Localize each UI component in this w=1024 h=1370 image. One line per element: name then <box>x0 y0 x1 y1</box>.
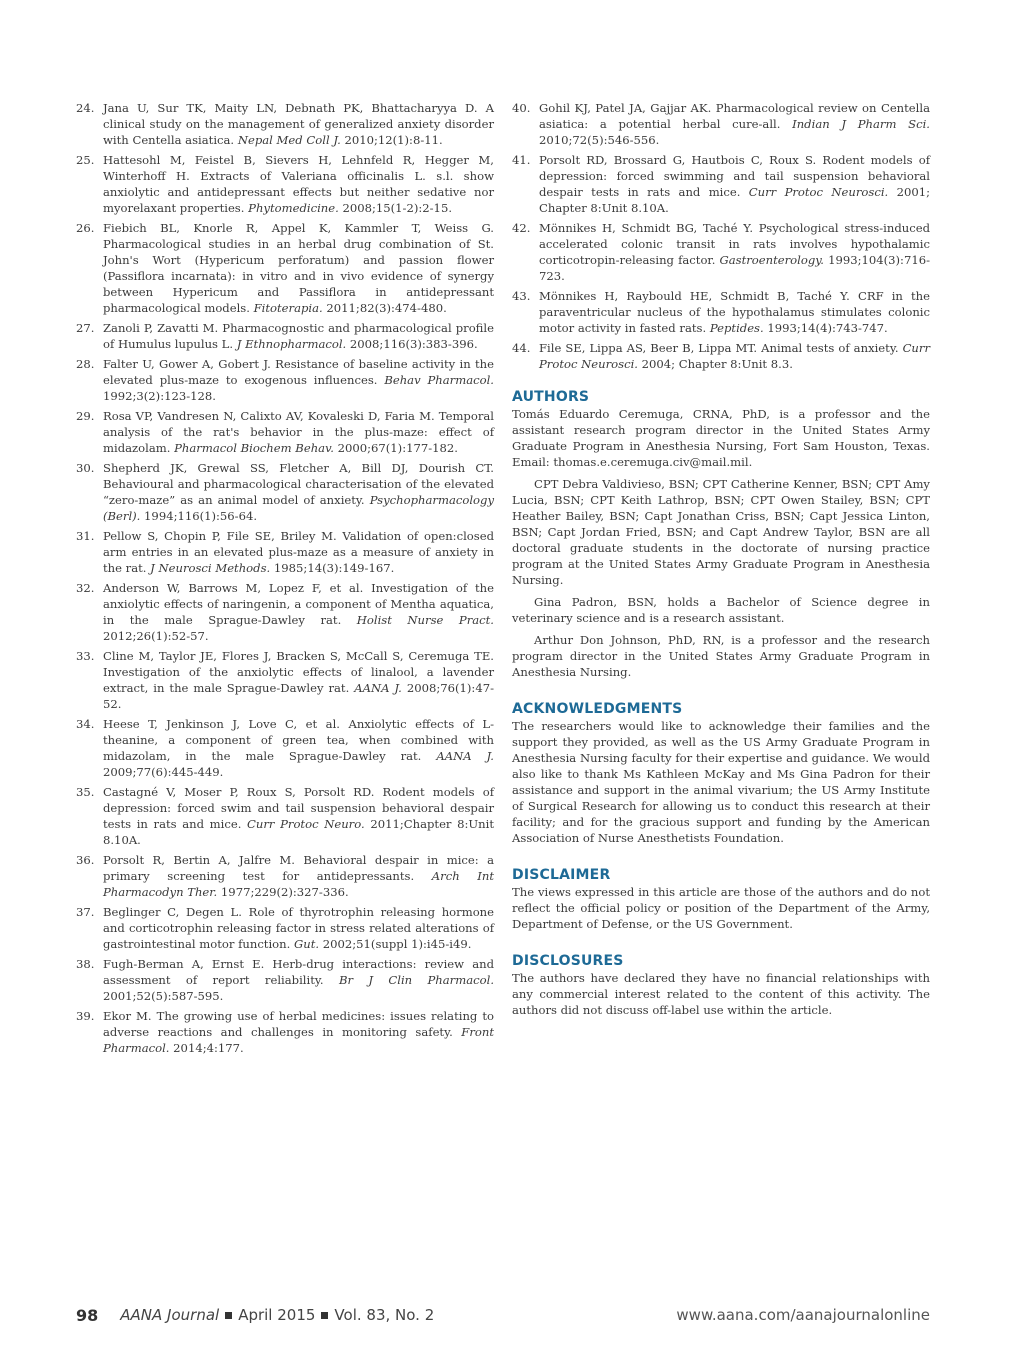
author-paragraph: Arthur Don Johnson, PhD, RN, is a professor and the research program director in the United States Army Graduate Program in Anesthesia Nursing. <box>512 633 930 679</box>
reference-number: 39. <box>76 1009 95 1023</box>
journal-url-link[interactable]: www.aana.com/aanajournalonline <box>676 1306 930 1324</box>
reference-text: Beglinger C, Degen L. Role of thyrotrophin releasing hormone and corticotrophin releasing factor in stress related alterations of gastrointestinal motor function. Gut. 2002;51(suppl 1):i45-i49. <box>103 905 494 951</box>
reference-item <box>512 340 930 372</box>
reference-item <box>76 220 494 316</box>
reference-text: Falter U, Gower A, Gobert J. Resistance of baseline activity in the elevated plus-maze to exogenous influences. Behav Pharmacol. 1992;3(2):123-128. <box>103 357 494 403</box>
journal-title: Psychopharmacology (Berl). <box>103 493 494 523</box>
issue-date: April 2015 <box>238 1306 316 1324</box>
volume-issue: Vol. 83, No. 2 <box>334 1306 435 1324</box>
journal-title: Front Pharmacol. <box>103 1025 494 1055</box>
acknowledgments-text: The researchers would like to acknowledge their families and the support they provided, as well as the US Army Graduate Program in Anesthesia Nursing faculty for their expertise and guidance. We would also like to thank Ms Kathleen McKay and Ms Gina Padron for their assistance and support in the animal vivarium; the US Army Institute of Surgical Research for allowing us to conduct this research at their facility; and for the gracious support and funding by the American Association of Nurse Anesthetists Foundation. <box>512 719 930 845</box>
author-paragraph: Tomás Eduardo Ceremuga, CRNA, PhD, is a professor and the assistant research program director in the United States Army Graduate Program in Anesthesia Nursing, Fort Sam Houston, Texas. Email: thomas.e.ceremuga.civ@mail.mil. <box>512 407 930 469</box>
journal-title: Arch Int Pharmacodyn Ther. <box>103 869 494 899</box>
reference-item <box>76 356 494 404</box>
page-footer <box>76 1304 930 1326</box>
journal-title: Curr Protoc Neuro. <box>247 817 365 831</box>
reference-number: 41. <box>512 153 531 167</box>
reference-text: Shepherd JK, Grewal SS, Fletcher A, Bill DJ, Dourish CT. Behavioural and pharmacological characterisation of the elevated “zero-maze” as an animal model of anxiety. Psychopharmacology (Berl). 1994;116(1):56-64. <box>103 461 494 523</box>
references-right-list <box>512 100 930 372</box>
journal-title: Curr Protoc Neurosci. <box>539 341 930 371</box>
acknowledgments-heading: ACKNOWLEDGMENTS <box>512 701 683 717</box>
reference-text: Castagné V, Moser P, Roux S, Porsolt RD. Rodent models of depression: forced swim and tail suspension behavioral despair tests in rats and mice. Curr Protoc Neuro. 2011;Chapter 8:Unit 8.10A. <box>103 785 494 847</box>
journal-title: Br J Clin Pharmacol. <box>338 973 495 987</box>
reference-text: Zanoli P, Zavatti M. Pharmacognostic and pharmacological profile of Humulus lupulus L. J Ethnopharmacol. 2008;116(3):383-396. <box>103 321 494 351</box>
disclosures-section <box>512 952 930 1018</box>
reference-text: Mönnikes H, Raybould HE, Schmidt B, Taché Y. CRF in the paraventricular nucleus of the hypothalamus stimulates colonic motor activity in fasted rats. Peptides. 1993;14(4):743-747. <box>539 289 930 335</box>
journal-title: J Ethnopharmacol. <box>236 337 347 351</box>
reference-number: 26. <box>76 221 95 235</box>
reference-text: Ekor M. The growing use of herbal medicines: issues relating to adverse reactions and challenges in monitoring safety. Front Pharmacol. 2014;4:177. <box>103 1009 494 1055</box>
reference-item <box>76 956 494 1004</box>
journal-title: AANA J. <box>436 749 494 763</box>
reference-number: 24. <box>76 101 95 115</box>
reference-item <box>76 648 494 712</box>
reference-text: File SE, Lippa AS, Beer B, Lippa MT. Animal tests of anxiety. Curr Protoc Neurosci. 2004; Chapter 8:Unit 8.3. <box>539 341 930 371</box>
disclaimer-heading: DISCLAIMER <box>512 867 611 883</box>
reference-item <box>76 716 494 780</box>
reference-number: 31. <box>76 529 95 543</box>
authors-section <box>512 388 930 680</box>
disclosures-heading: DISCLOSURES <box>512 953 624 969</box>
acknowledgments-section <box>512 700 930 846</box>
disclaimer-text: The views expressed in this article are those of the authors and do not reflect the official policy or position of the Department of the Army, Department of Defense, or the US Government. <box>512 885 930 931</box>
reference-item <box>76 460 494 524</box>
journal-title: Behav Pharmacol. <box>384 373 494 387</box>
reference-text: Rosa VP, Vandresen N, Calixto AV, Kovaleski D, Faria M. Temporal analysis of the rat's behavior in the plus-maze: effect of midazolam. Pharmacol Biochem Behav. 2000;67(1):177-182. <box>103 409 494 455</box>
reference-item <box>76 852 494 900</box>
reference-text: Anderson W, Barrows M, Lopez F, et al. Investigation of the anxiolytic effects of naringenin, a component of Mentha aquatica, in the male Sprague-Dawley rat. Holist Nurse Pract. 2012;26(1):52-57. <box>103 581 494 643</box>
reference-number: 30. <box>76 461 95 475</box>
page-number: 98 <box>76 1305 99 1325</box>
reference-number: 32. <box>76 581 95 595</box>
reference-item <box>76 408 494 456</box>
reference-item <box>512 288 930 336</box>
author-paragraph: CPT Debra Valdivieso, BSN; CPT Catherine Kenner, BSN; CPT Amy Lucia, BSN; CPT Keith Lathrop, BSN; CPT Owen Stailey, BSN; CPT Heather Bailey, BSN; Capt Jonathan Criss, BSN; Capt Jessica Linton, BSN; Capt Jordan Fried, BSN; and Capt Andrew Taylor, BSN are all doctoral graduate students in the doctorate of nursing practice program at the United States Army Graduate Program in Anesthesia Nursing. <box>512 477 930 587</box>
disclaimer-section <box>512 866 930 932</box>
reference-item <box>76 784 494 848</box>
authors-heading: AUTHORS <box>512 389 590 405</box>
square-bullet-icon <box>225 1312 232 1319</box>
reference-number: 37. <box>76 905 95 919</box>
reference-item <box>512 152 930 216</box>
reference-number: 25. <box>76 153 95 167</box>
reference-text: Cline M, Taylor JE, Flores J, Bracken S, McCall S, Ceremuga TE. Investigation of the anxiolytic effects of linalool, a lavender extract, in the male Sprague-Dawley rat. AANA J. 2008;76(1):47-52. <box>103 649 494 711</box>
journal-name: AANA Journal <box>120 1306 220 1324</box>
reference-text: Hattesohl M, Feistel B, Sievers H, Lehnfeld R, Hegger M, Winterhoff H. Extracts of Valeriana officinalis L. s.l. show anxiolytic and antidepressant effects but neither sedative nor myorelaxant properties. Phytomedicine. 2008;15(1-2):2-15. <box>103 153 494 215</box>
journal-title: Gut. <box>294 937 320 951</box>
square-bullet-icon <box>321 1312 328 1319</box>
reference-text: Pellow S, Chopin P, File SE, Briley M. Validation of open:closed arm entries in an elevated plus-maze as a measure of anxiety in the rat. J Neurosci Methods. 1985;14(3):149-167. <box>103 529 494 575</box>
reference-text: Jana U, Sur TK, Maity LN, Debnath PK, Bhattacharyya D. A clinical study on the management of generalized anxiety disorder with Centella asiatica. Nepal Med Coll J. 2010;12(1):8-11. <box>103 101 494 147</box>
journal-title: Phytomedicine. <box>248 201 339 215</box>
reference-item <box>76 580 494 644</box>
reference-text: Porsolt RD, Brossard G, Hautbois C, Roux S. Rodent models of depression: forced swimming and tail suspension behavioral despair tests in rats and mice. Curr Protoc Neurosci. 2001; Chapter 8:Unit 8.10A. <box>539 153 930 215</box>
right-column <box>512 100 930 1024</box>
reference-text: Fiebich BL, Knorle R, Appel K, Kammler T, Weiss G. Pharmacological studies in an herbal drug combination of St. John's Wort (Hypericum perforatum) and passion flower (Passiflora incarnata): in vitro and in vivo evidence of synergy between Hypericum and Passiflora in antidepressant pharmacological models. Fitoterapia. 2011;82(3):474-480. <box>103 221 494 315</box>
reference-number: 27. <box>76 321 95 335</box>
journal-title: AANA J. <box>354 681 402 695</box>
journal-title: Nepal Med Coll J. <box>237 133 341 147</box>
reference-item <box>76 320 494 352</box>
reference-number: 40. <box>512 101 531 115</box>
references-left-column <box>76 100 494 1060</box>
journal-title: Fitoterapia. <box>253 301 323 315</box>
journal-title: Gastroenterology. <box>719 253 824 267</box>
reference-item <box>76 904 494 952</box>
reference-item <box>512 220 930 284</box>
journal-title: Curr Protoc Neurosci. <box>748 185 889 199</box>
journal-title: Pharmacol Biochem Behav. <box>174 441 334 455</box>
reference-number: 42. <box>512 221 531 235</box>
reference-text: Porsolt R, Bertin A, Jalfre M. Behavioral despair in mice: a primary screening test for antidepressants. Arch Int Pharmacodyn Ther. 1977;229(2):327-336. <box>103 853 494 899</box>
reference-number: 35. <box>76 785 95 799</box>
reference-number: 33. <box>76 649 95 663</box>
reference-text: Heese T, Jenkinson J, Love C, et al. Anxiolytic effects of L-theanine, a component of green tea, when combined with midazolam, in the male Sprague-Dawley rat. AANA J. 2009;77(6):445-449. <box>103 717 494 779</box>
reference-text: Mönnikes H, Schmidt BG, Taché Y. Psychological stress-induced accelerated colonic transit in rats involves hypothalamic corticotropin-releasing factor. Gastroenterology. 1993;104(3):716-723. <box>539 221 930 283</box>
reference-number: 28. <box>76 357 95 371</box>
reference-text: Gohil KJ, Patel JA, Gajjar AK. Pharmacological review on Centella asiatica: a potential herbal cure-all. Indian J Pharm Sci. 2010;72(5):546-556. <box>539 101 930 147</box>
author-paragraph: Gina Padron, BSN, holds a Bachelor of Science degree in veterinary science and is a research assistant. <box>512 595 930 625</box>
reference-item <box>76 100 494 148</box>
reference-number: 43. <box>512 289 531 303</box>
reference-item <box>512 100 930 148</box>
reference-text: Fugh-Berman A, Ernst E. Herb-drug interactions: review and assessment of report reliability. Br J Clin Pharmacol. 2001;52(5):587-595. <box>103 957 495 1003</box>
reference-number: 36. <box>76 853 95 867</box>
reference-item <box>76 1008 494 1056</box>
reference-number: 29. <box>76 409 95 423</box>
journal-title: Holist Nurse Pract. <box>356 613 494 627</box>
journal-title: Peptides. <box>709 321 764 335</box>
journal-title: J Neurosci Methods. <box>150 561 271 575</box>
disclosures-text: The authors have declared they have no financial relationships with any commercial interest related to the content of this activity. The authors did not discuss off-label use within the article. <box>512 971 930 1017</box>
reference-item <box>76 152 494 216</box>
reference-number: 34. <box>76 717 95 731</box>
journal-title: Indian J Pharm Sci. <box>792 117 930 131</box>
reference-number: 44. <box>512 341 531 355</box>
reference-number: 38. <box>76 957 95 971</box>
reference-item <box>76 528 494 576</box>
